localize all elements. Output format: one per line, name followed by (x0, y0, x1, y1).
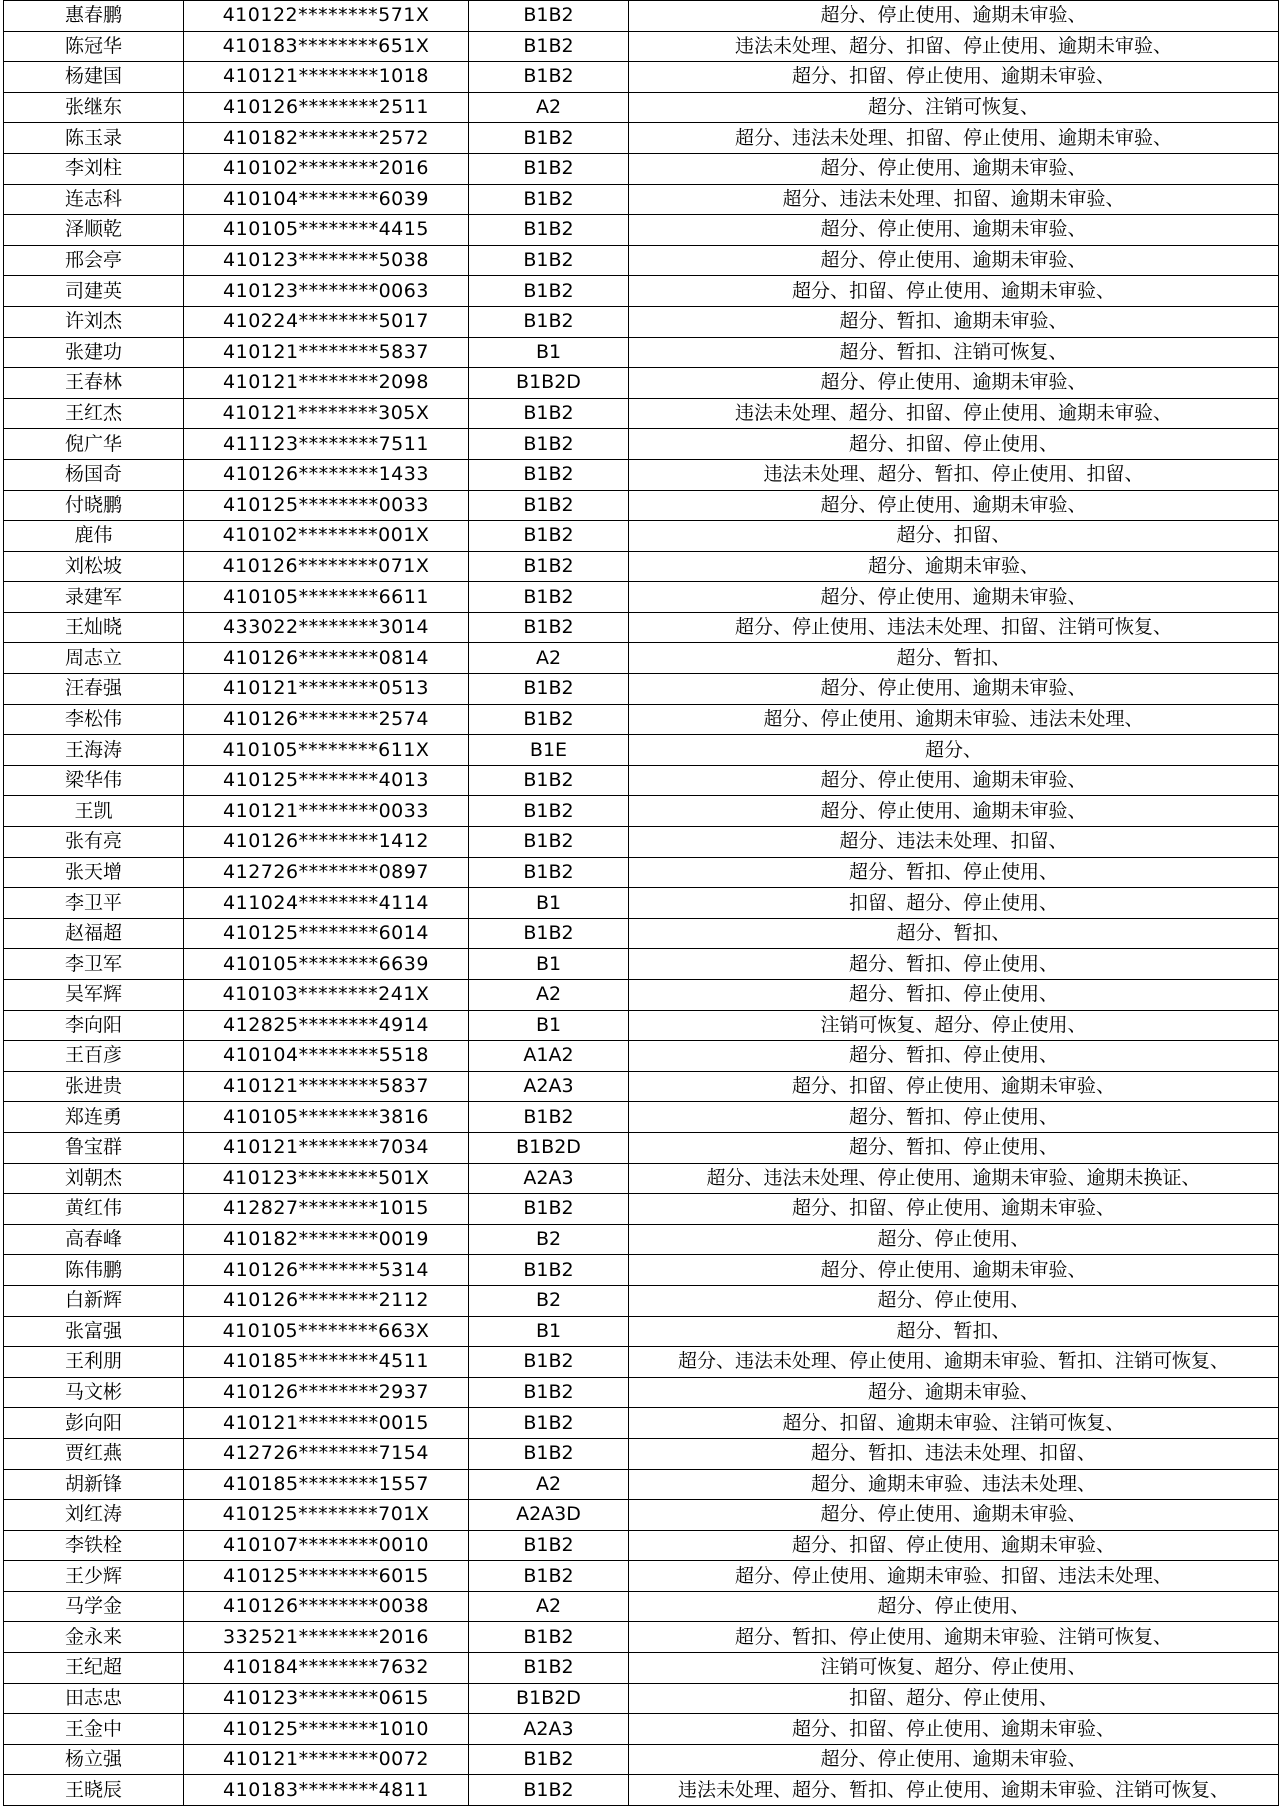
driver-name-cell: 白新辉 (4, 1285, 184, 1316)
driver-name-cell: 陈玉录 (4, 123, 184, 154)
id-number-cell: 410102********2016 (184, 153, 469, 184)
driver-name-cell: 马学金 (4, 1591, 184, 1622)
status-cell: 扣留、超分、停止使用、 (629, 1683, 1279, 1714)
license-class-cell: B1B2 (469, 1530, 629, 1561)
id-number-cell: 433022********3014 (184, 612, 469, 643)
id-number-cell: 410126********5314 (184, 1255, 469, 1286)
table-row (4, 398, 1279, 429)
status-cell: 超分、停止使用、逾期未审验、 (629, 1255, 1279, 1286)
status-cell: 超分、停止使用、违法未处理、扣留、注销可恢复、 (629, 612, 1279, 643)
table-row (4, 888, 1279, 919)
id-number-cell: 410121********2098 (184, 368, 469, 399)
license-class-cell: B1B2 (469, 1438, 629, 1469)
driver-name-cell: 鹿伟 (4, 521, 184, 552)
license-class-cell: B1B2 (469, 551, 629, 582)
table-row (4, 551, 1279, 582)
table-row (4, 1377, 1279, 1408)
table-row (4, 1500, 1279, 1531)
driver-name-cell: 胡新锋 (4, 1469, 184, 1500)
table-row (4, 827, 1279, 858)
driver-name-cell: 连志科 (4, 184, 184, 215)
table-row (4, 980, 1279, 1011)
license-class-cell: B1E (469, 735, 629, 766)
license-class-cell: A2A3 (469, 1714, 629, 1745)
driver-name-cell: 王晓辰 (4, 1775, 184, 1806)
status-cell: 超分、违法未处理、扣留、逾期未审验、 (629, 184, 1279, 215)
license-class-cell: B1 (469, 1316, 629, 1347)
table-row (4, 612, 1279, 643)
status-cell: 超分、停止使用、逾期未审验、 (629, 1500, 1279, 1531)
id-number-cell: 412726********7154 (184, 1438, 469, 1469)
table-row (4, 123, 1279, 154)
table-row (4, 1591, 1279, 1622)
id-number-cell: 410125********0033 (184, 490, 469, 521)
license-class-cell: A2 (469, 980, 629, 1011)
driver-name-cell: 张进贵 (4, 1071, 184, 1102)
license-class-cell: B1B2 (469, 1347, 629, 1378)
table-row (4, 582, 1279, 613)
table-row (4, 1132, 1279, 1163)
driver-name-cell: 张继东 (4, 92, 184, 123)
status-cell: 超分、停止使用、逾期未审验、 (629, 153, 1279, 184)
status-cell: 超分、暂扣、停止使用、逾期未审验、注销可恢复、 (629, 1622, 1279, 1653)
license-class-cell: B1B2 (469, 62, 629, 93)
driver-license-table (3, 0, 1279, 1806)
driver-name-cell: 王春林 (4, 368, 184, 399)
table-row (4, 1622, 1279, 1653)
table-row (4, 1714, 1279, 1745)
status-cell: 超分、暂扣、停止使用、 (629, 1102, 1279, 1133)
driver-name-cell: 王灿晓 (4, 612, 184, 643)
driver-name-cell: 李铁栓 (4, 1530, 184, 1561)
driver-name-cell: 李刘柱 (4, 153, 184, 184)
driver-name-cell: 付晓鹏 (4, 490, 184, 521)
driver-name-cell: 李向阳 (4, 1010, 184, 1041)
table-row (4, 918, 1279, 949)
driver-name-cell: 王百彦 (4, 1041, 184, 1072)
status-cell: 超分、暂扣、 (629, 1316, 1279, 1347)
status-cell: 超分、暂扣、违法未处理、扣留、 (629, 1438, 1279, 1469)
table-row (4, 215, 1279, 246)
table-row (4, 62, 1279, 93)
id-number-cell: 410185********4511 (184, 1347, 469, 1378)
table-row (4, 1469, 1279, 1500)
license-class-cell: B1B2 (469, 1775, 629, 1806)
status-cell: 超分、扣留、停止使用、逾期未审验、 (629, 1714, 1279, 1745)
status-cell: 超分、扣留、停止使用、 (629, 429, 1279, 460)
id-number-cell: 410224********5017 (184, 306, 469, 337)
id-number-cell: 410125********701X (184, 1500, 469, 1531)
id-number-cell: 410121********0015 (184, 1408, 469, 1439)
table-row (4, 796, 1279, 827)
table-row (4, 1255, 1279, 1286)
license-class-cell: B1B2 (469, 582, 629, 613)
status-cell: 超分、违法未处理、停止使用、逾期未审验、逾期未换证、 (629, 1163, 1279, 1194)
driver-name-cell: 金永来 (4, 1622, 184, 1653)
status-cell: 超分、暂扣、停止使用、 (629, 949, 1279, 980)
status-cell: 违法未处理、超分、暂扣、停止使用、扣留、 (629, 459, 1279, 490)
id-number-cell: 410126********2937 (184, 1377, 469, 1408)
table-row (4, 245, 1279, 276)
driver-name-cell: 王海涛 (4, 735, 184, 766)
driver-name-cell: 录建军 (4, 582, 184, 613)
license-class-cell: A1A2 (469, 1041, 629, 1072)
status-cell: 违法未处理、超分、扣留、停止使用、逾期未审验、 (629, 398, 1279, 429)
driver-name-cell: 马文彬 (4, 1377, 184, 1408)
id-number-cell: 410105********6639 (184, 949, 469, 980)
table-row (4, 735, 1279, 766)
table-row (4, 949, 1279, 980)
status-cell: 超分、暂扣、停止使用、 (629, 980, 1279, 1011)
status-cell: 超分、扣留、停止使用、逾期未审验、 (629, 1194, 1279, 1225)
driver-name-cell: 张富强 (4, 1316, 184, 1347)
table-row (4, 1285, 1279, 1316)
driver-name-cell: 王少辉 (4, 1561, 184, 1592)
id-number-cell: 410125********4013 (184, 765, 469, 796)
driver-name-cell: 王红杰 (4, 398, 184, 429)
status-cell: 超分、停止使用、逾期未审验、违法未处理、 (629, 704, 1279, 735)
driver-name-cell: 王金中 (4, 1714, 184, 1745)
license-class-cell: B1B2 (469, 857, 629, 888)
license-class-cell: B1B2D (469, 1683, 629, 1714)
license-class-cell: B1B2 (469, 153, 629, 184)
table-row (4, 1438, 1279, 1469)
status-cell: 超分、停止使用、逾期未审验、 (629, 368, 1279, 399)
driver-name-cell: 杨建国 (4, 62, 184, 93)
id-number-cell: 410121********305X (184, 398, 469, 429)
driver-name-cell: 彭向阳 (4, 1408, 184, 1439)
status-cell: 超分、停止使用、逾期未审验、 (629, 1, 1279, 32)
status-cell: 违法未处理、超分、暂扣、停止使用、逾期未审验、注销可恢复、 (629, 1775, 1279, 1806)
status-cell: 注销可恢复、超分、停止使用、 (629, 1653, 1279, 1684)
driver-name-cell: 贾红燕 (4, 1438, 184, 1469)
driver-name-cell: 陈伟鹏 (4, 1255, 184, 1286)
status-cell: 超分、扣留、停止使用、逾期未审验、 (629, 62, 1279, 93)
table-row (4, 1316, 1279, 1347)
license-class-cell: A2A3 (469, 1163, 629, 1194)
table-row (4, 92, 1279, 123)
license-class-cell: A2 (469, 643, 629, 674)
driver-name-cell: 李松伟 (4, 704, 184, 735)
status-cell: 超分、扣留、逾期未审验、注销可恢复、 (629, 1408, 1279, 1439)
status-cell: 超分、扣留、停止使用、逾期未审验、 (629, 1071, 1279, 1102)
id-number-cell: 410184********7632 (184, 1653, 469, 1684)
status-cell: 超分、逾期未审验、违法未处理、 (629, 1469, 1279, 1500)
driver-name-cell: 鲁宝群 (4, 1132, 184, 1163)
id-number-cell: 412825********4914 (184, 1010, 469, 1041)
license-class-cell: B1B2 (469, 1, 629, 32)
table-row (4, 1775, 1279, 1806)
license-class-cell: B1B2 (469, 490, 629, 521)
table-row (4, 276, 1279, 307)
id-number-cell: 410126********2511 (184, 92, 469, 123)
table-row (4, 1408, 1279, 1439)
id-number-cell: 332521********2016 (184, 1622, 469, 1653)
id-number-cell: 410183********4811 (184, 1775, 469, 1806)
id-number-cell: 410121********0033 (184, 796, 469, 827)
status-cell: 超分、停止使用、逾期未审验、 (629, 674, 1279, 705)
license-class-cell: B1B2 (469, 123, 629, 154)
id-number-cell: 410105********3816 (184, 1102, 469, 1133)
table-row (4, 1561, 1279, 1592)
status-cell: 超分、注销可恢复、 (629, 92, 1279, 123)
status-cell: 超分、 (629, 735, 1279, 766)
status-cell: 超分、停止使用、逾期未审验、 (629, 215, 1279, 246)
table-row (4, 765, 1279, 796)
status-cell: 超分、暂扣、 (629, 643, 1279, 674)
driver-name-cell: 高春峰 (4, 1224, 184, 1255)
id-number-cell: 410126********1433 (184, 459, 469, 490)
license-class-cell: B1 (469, 888, 629, 919)
license-class-cell: B1B2 (469, 827, 629, 858)
id-number-cell: 410102********001X (184, 521, 469, 552)
table-row (4, 459, 1279, 490)
license-class-cell: B1B2 (469, 612, 629, 643)
table-row (4, 1041, 1279, 1072)
id-number-cell: 410122********571X (184, 1, 469, 32)
driver-name-cell: 杨立强 (4, 1744, 184, 1775)
driver-name-cell: 李卫军 (4, 949, 184, 980)
license-class-cell: B1B2 (469, 1408, 629, 1439)
driver-name-cell: 倪广华 (4, 429, 184, 460)
table-row (4, 1530, 1279, 1561)
table-row (4, 1071, 1279, 1102)
table-row (4, 1010, 1279, 1041)
driver-name-cell: 刘红涛 (4, 1500, 184, 1531)
id-number-cell: 410183********651X (184, 31, 469, 62)
license-class-cell: B1B2 (469, 765, 629, 796)
driver-name-cell: 张有亮 (4, 827, 184, 858)
license-class-cell: B1B2 (469, 1377, 629, 1408)
id-number-cell: 410107********0010 (184, 1530, 469, 1561)
table-row (4, 1224, 1279, 1255)
id-number-cell: 410123********501X (184, 1163, 469, 1194)
status-cell: 超分、逾期未审验、 (629, 551, 1279, 582)
license-class-cell: B1B2 (469, 215, 629, 246)
driver-name-cell: 许刘杰 (4, 306, 184, 337)
license-class-cell: B1B2 (469, 704, 629, 735)
driver-name-cell: 周志立 (4, 643, 184, 674)
license-class-cell: B1B2 (469, 1622, 629, 1653)
status-cell: 超分、停止使用、逾期未审验、 (629, 245, 1279, 276)
status-cell: 超分、扣留、停止使用、逾期未审验、 (629, 1530, 1279, 1561)
license-class-cell: A2A3D (469, 1500, 629, 1531)
license-class-cell: B1B2 (469, 674, 629, 705)
status-cell: 超分、扣留、 (629, 521, 1279, 552)
table-row (4, 643, 1279, 674)
id-number-cell: 410126********1412 (184, 827, 469, 858)
driver-name-cell: 惠春鹏 (4, 1, 184, 32)
table-row (4, 704, 1279, 735)
table-row (4, 1194, 1279, 1225)
driver-name-cell: 田志忠 (4, 1683, 184, 1714)
table-row (4, 1163, 1279, 1194)
table-body (4, 1, 1279, 1806)
license-class-cell: B1 (469, 337, 629, 368)
id-number-cell: 410125********1010 (184, 1714, 469, 1745)
id-number-cell: 410121********7034 (184, 1132, 469, 1163)
table-row (4, 1683, 1279, 1714)
status-cell: 超分、扣留、停止使用、逾期未审验、 (629, 276, 1279, 307)
license-class-cell: B1B2 (469, 31, 629, 62)
status-cell: 超分、停止使用、 (629, 1591, 1279, 1622)
table-row (4, 857, 1279, 888)
id-number-cell: 410105********611X (184, 735, 469, 766)
driver-name-cell: 杨国奇 (4, 459, 184, 490)
id-number-cell: 410121********5837 (184, 1071, 469, 1102)
status-cell: 超分、暂扣、 (629, 918, 1279, 949)
table-row (4, 490, 1279, 521)
table-row (4, 306, 1279, 337)
id-number-cell: 410121********0513 (184, 674, 469, 705)
driver-name-cell: 王利朋 (4, 1347, 184, 1378)
license-class-cell: B2 (469, 1224, 629, 1255)
license-class-cell: B1B2 (469, 429, 629, 460)
table-row (4, 521, 1279, 552)
license-class-cell: B1B2 (469, 1194, 629, 1225)
license-class-cell: B1B2D (469, 1132, 629, 1163)
driver-name-cell: 司建英 (4, 276, 184, 307)
license-class-cell: B1B2 (469, 306, 629, 337)
license-class-cell: B1B2 (469, 796, 629, 827)
license-class-cell: A2 (469, 1591, 629, 1622)
table-row (4, 1, 1279, 32)
status-cell: 注销可恢复、超分、停止使用、 (629, 1010, 1279, 1041)
driver-name-cell: 王纪超 (4, 1653, 184, 1684)
id-number-cell: 410104********5518 (184, 1041, 469, 1072)
status-cell: 超分、停止使用、逾期未审验、 (629, 765, 1279, 796)
id-number-cell: 410126********2112 (184, 1285, 469, 1316)
status-cell: 超分、违法未处理、停止使用、逾期未审验、暂扣、注销可恢复、 (629, 1347, 1279, 1378)
status-cell: 超分、停止使用、逾期未审验、 (629, 582, 1279, 613)
license-class-cell: A2 (469, 92, 629, 123)
id-number-cell: 410126********0038 (184, 1591, 469, 1622)
status-cell: 违法未处理、超分、扣留、停止使用、逾期未审验、 (629, 31, 1279, 62)
driver-name-cell: 赵福超 (4, 918, 184, 949)
driver-name-cell: 汪春强 (4, 674, 184, 705)
id-number-cell: 410104********6039 (184, 184, 469, 215)
status-cell: 超分、停止使用、 (629, 1224, 1279, 1255)
id-number-cell: 410123********5038 (184, 245, 469, 276)
id-number-cell: 410126********0814 (184, 643, 469, 674)
license-class-cell: B1B2 (469, 1653, 629, 1684)
driver-name-cell: 邢会亭 (4, 245, 184, 276)
driver-name-cell: 张天增 (4, 857, 184, 888)
driver-name-cell: 陈冠华 (4, 31, 184, 62)
table-row (4, 31, 1279, 62)
license-class-cell: B1B2 (469, 184, 629, 215)
driver-name-cell: 刘朝杰 (4, 1163, 184, 1194)
license-class-cell: B1B2 (469, 1102, 629, 1133)
id-number-cell: 410121********1018 (184, 62, 469, 93)
id-number-cell: 411123********7511 (184, 429, 469, 460)
table-row (4, 184, 1279, 215)
status-cell: 超分、停止使用、逾期未审验、 (629, 490, 1279, 521)
license-class-cell: B1B2 (469, 1255, 629, 1286)
license-class-cell: B1B2 (469, 521, 629, 552)
table-row (4, 337, 1279, 368)
license-class-cell: B1B2 (469, 1561, 629, 1592)
license-class-cell: B1 (469, 1010, 629, 1041)
license-class-cell: B1B2 (469, 459, 629, 490)
id-number-cell: 410103********241X (184, 980, 469, 1011)
status-cell: 超分、暂扣、注销可恢复、 (629, 337, 1279, 368)
driver-name-cell: 黄红伟 (4, 1194, 184, 1225)
id-number-cell: 410121********5837 (184, 337, 469, 368)
status-cell: 超分、暂扣、逾期未审验、 (629, 306, 1279, 337)
table-row (4, 1347, 1279, 1378)
license-class-cell: A2 (469, 1469, 629, 1500)
status-cell: 扣留、超分、停止使用、 (629, 888, 1279, 919)
id-number-cell: 412726********0897 (184, 857, 469, 888)
id-number-cell: 410105********4415 (184, 215, 469, 246)
status-cell: 超分、暂扣、停止使用、 (629, 1132, 1279, 1163)
license-class-cell: B2 (469, 1285, 629, 1316)
id-number-cell: 410105********6611 (184, 582, 469, 613)
table-row (4, 368, 1279, 399)
status-cell: 超分、停止使用、 (629, 1285, 1279, 1316)
driver-name-cell: 刘松坡 (4, 551, 184, 582)
id-number-cell: 410125********6014 (184, 918, 469, 949)
status-cell: 超分、逾期未审验、 (629, 1377, 1279, 1408)
id-number-cell: 410182********2572 (184, 123, 469, 154)
driver-name-cell: 郑连勇 (4, 1102, 184, 1133)
table-row (4, 674, 1279, 705)
driver-name-cell: 梁华伟 (4, 765, 184, 796)
table-row (4, 1744, 1279, 1775)
table-row (4, 1653, 1279, 1684)
license-class-cell: B1B2D (469, 368, 629, 399)
id-number-cell: 410126********2574 (184, 704, 469, 735)
driver-name-cell: 王凯 (4, 796, 184, 827)
id-number-cell: 410123********0063 (184, 276, 469, 307)
license-class-cell: B1B2 (469, 398, 629, 429)
id-number-cell: 410125********6015 (184, 1561, 469, 1592)
table-row (4, 153, 1279, 184)
id-number-cell: 412827********1015 (184, 1194, 469, 1225)
status-cell: 超分、暂扣、停止使用、 (629, 857, 1279, 888)
id-number-cell: 410185********1557 (184, 1469, 469, 1500)
status-cell: 超分、停止使用、逾期未审验、扣留、违法未处理、 (629, 1561, 1279, 1592)
license-class-cell: B1B2 (469, 276, 629, 307)
id-number-cell: 410105********663X (184, 1316, 469, 1347)
id-number-cell: 410182********0019 (184, 1224, 469, 1255)
id-number-cell: 411024********4114 (184, 888, 469, 919)
id-number-cell: 410123********0615 (184, 1683, 469, 1714)
driver-name-cell: 吴军辉 (4, 980, 184, 1011)
id-number-cell: 410121********0072 (184, 1744, 469, 1775)
table-row (4, 429, 1279, 460)
table-row (4, 1102, 1279, 1133)
id-number-cell: 410126********071X (184, 551, 469, 582)
license-class-cell: B1 (469, 949, 629, 980)
driver-name-cell: 张建功 (4, 337, 184, 368)
status-cell: 超分、停止使用、逾期未审验、 (629, 1744, 1279, 1775)
status-cell: 超分、停止使用、逾期未审验、 (629, 796, 1279, 827)
driver-name-cell: 泽顺乾 (4, 215, 184, 246)
driver-name-cell: 李卫平 (4, 888, 184, 919)
license-class-cell: A2A3 (469, 1071, 629, 1102)
status-cell: 超分、违法未处理、扣留、停止使用、逾期未审验、 (629, 123, 1279, 154)
license-class-cell: B1B2 (469, 245, 629, 276)
status-cell: 超分、暂扣、停止使用、 (629, 1041, 1279, 1072)
status-cell: 超分、违法未处理、扣留、 (629, 827, 1279, 858)
license-class-cell: B1B2 (469, 1744, 629, 1775)
license-class-cell: B1B2 (469, 918, 629, 949)
